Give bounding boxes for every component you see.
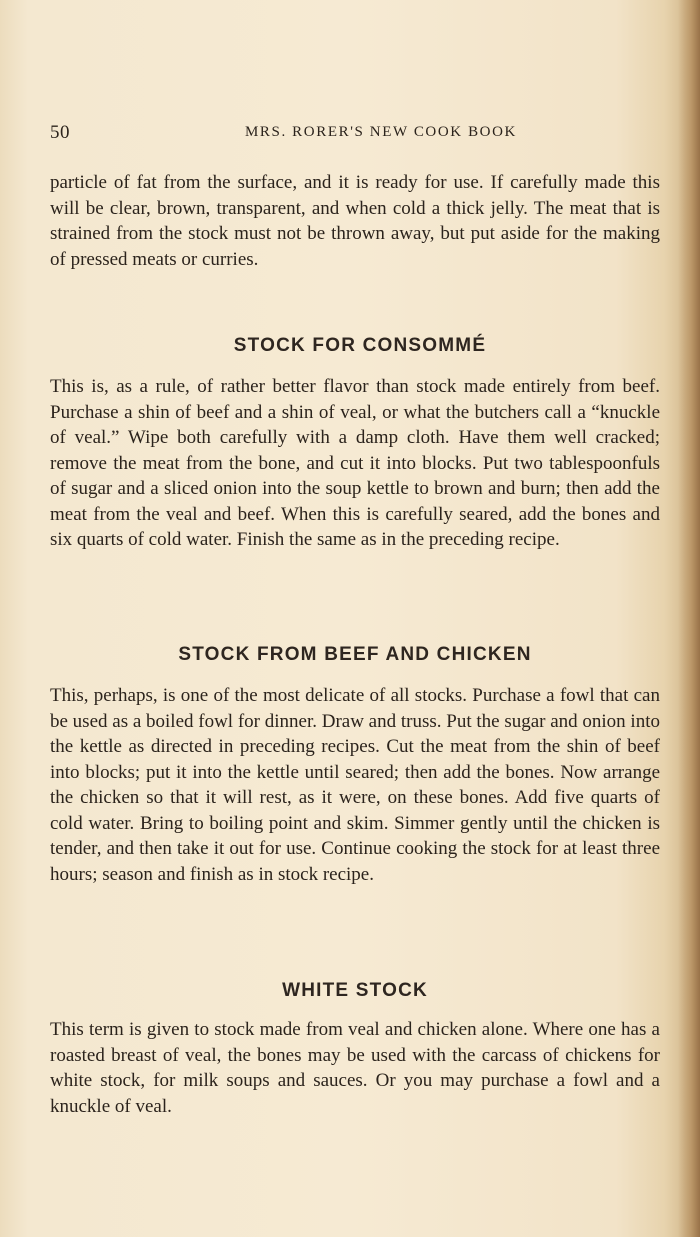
page-number: 50 bbox=[50, 122, 70, 143]
page-header bbox=[50, 122, 660, 150]
page-edge-shadow bbox=[678, 0, 700, 1237]
heading-stock-for-consomme: STOCK FOR CONSOMMÉ bbox=[233, 335, 487, 356]
paragraph-continued: particle of fat from the surface, and it is ready for use. If carefully made this will be clear, brown, transparent, and when cold a thick jelly. The meat that is strained from the stock must not be thrown away, but put aside for the making of pressed meats or curries. bbox=[50, 172, 660, 270]
paragraph-stock-for-consomme: This is, as a rule, of rather better flavor than stock made entirely from beef. Purchase a shin of beef and a shin of veal, or what the butchers call a “knuckle of veal.” Wipe both carefully with a damp cloth. Have them well cracked; remove the meat from the bone, and cut it into blocks. Put two tablespoonfuls of sugar and a sliced onion into the soup kettle to brown and burn; then add the meat from the veal and beef. When this is carefully seared, add the bones and six quarts of cold water. Finish the same as in the preceding recipe. bbox=[50, 376, 660, 550]
paragraph-white-stock: This term is given to stock made from veal and chicken alone. Where one has a roasted breast of veal, the bones may be used with the carcass of chickens for white stock, for milk soups and sauces. Or you may purchase a fowl and a knuckle of veal. bbox=[50, 1019, 660, 1117]
heading-stock-from-beef-and-chicken: STOCK FROM BEEF AND CHICKEN bbox=[178, 644, 532, 665]
running-head: MRS. RORER'S NEW COOK BOOK bbox=[245, 124, 517, 140]
heading-white-stock: WHITE STOCK bbox=[282, 980, 428, 1001]
paragraph-stock-from-beef-and-chicken: This, perhaps, is one of the most delicate of all stocks. Purchase a fowl that can be used as a boiled fowl for dinner. Draw and truss. Put the sugar and onion into the kettle as directed in preceding recipes. Cut the meat from the shin of beef into blocks; put it into the kettle until seared; then add the bones. Now arrange the chicken so that it will rest, as it were, on these bones. Add five quarts of cold water. Bring to boiling point and skim. Simmer gently until the chicken is tender, and then take it out for use. Continue cooking the stock for at least three hours; season and finish as in stock recipe. bbox=[50, 685, 660, 885]
